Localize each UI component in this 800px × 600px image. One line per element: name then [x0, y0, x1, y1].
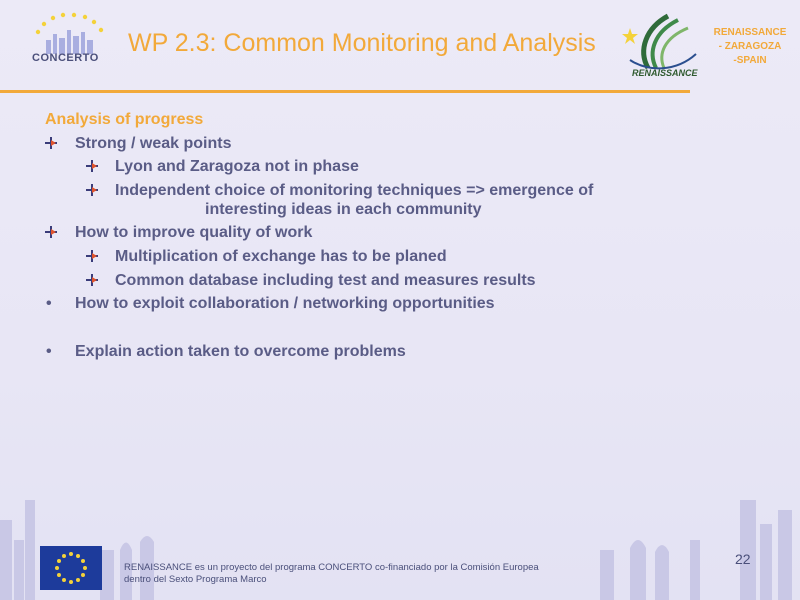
renaissance-logo-text: RENAISSANCE [632, 68, 698, 78]
page-number: 22 [735, 551, 751, 567]
footer-note [124, 562, 604, 586]
list-item: Lyon and Zaragoza not in phase [115, 158, 359, 175]
arrow-bullet-icon [45, 137, 57, 149]
section-heading: Analysis of progress [45, 111, 204, 128]
list-item: Strong / weak points [75, 135, 232, 152]
brand-label [700, 26, 800, 68]
arrow-bullet-icon [86, 250, 98, 262]
page-title: WP 2.3: Common Monitoring and Analysis [128, 29, 596, 57]
brand-line: -SPAIN [733, 55, 767, 66]
arrow-bullet-icon [86, 274, 98, 286]
list-item: How to exploit collaboration / networking opportunities [75, 295, 495, 312]
brand-line: - ZARAGOZA [718, 41, 782, 52]
concerto-logo-text: CONCERTO [32, 52, 99, 64]
dot-bullet-icon: • [46, 295, 52, 312]
arrow-bullet-icon [45, 226, 57, 238]
list-item: Explain action taken to overcome problems [75, 343, 406, 360]
list-item: Multiplication of exchange has to be planed [115, 248, 447, 265]
title-underline [0, 90, 690, 93]
list-item-continuation: interesting ideas in each community [205, 201, 482, 218]
brand-line: RENAISSANCE [713, 27, 787, 38]
arrow-bullet-icon [86, 184, 98, 196]
list-item: Common database including test and measures results [115, 272, 536, 289]
list-item: Independent choice of monitoring techniques => emergence of [115, 182, 594, 199]
eu-stars-icon [40, 546, 102, 590]
eu-flag [40, 546, 102, 590]
list-item: How to improve quality of work [75, 224, 313, 241]
dot-bullet-icon: • [46, 343, 52, 360]
footer-note-line: dentro del Sexto Programa Marco [124, 574, 267, 585]
arrow-bullet-icon [86, 160, 98, 172]
footer-note-line: RENAISSANCE es un proyecto del programa CONCERTO co-financiado por la Comisión Europea [124, 562, 539, 573]
